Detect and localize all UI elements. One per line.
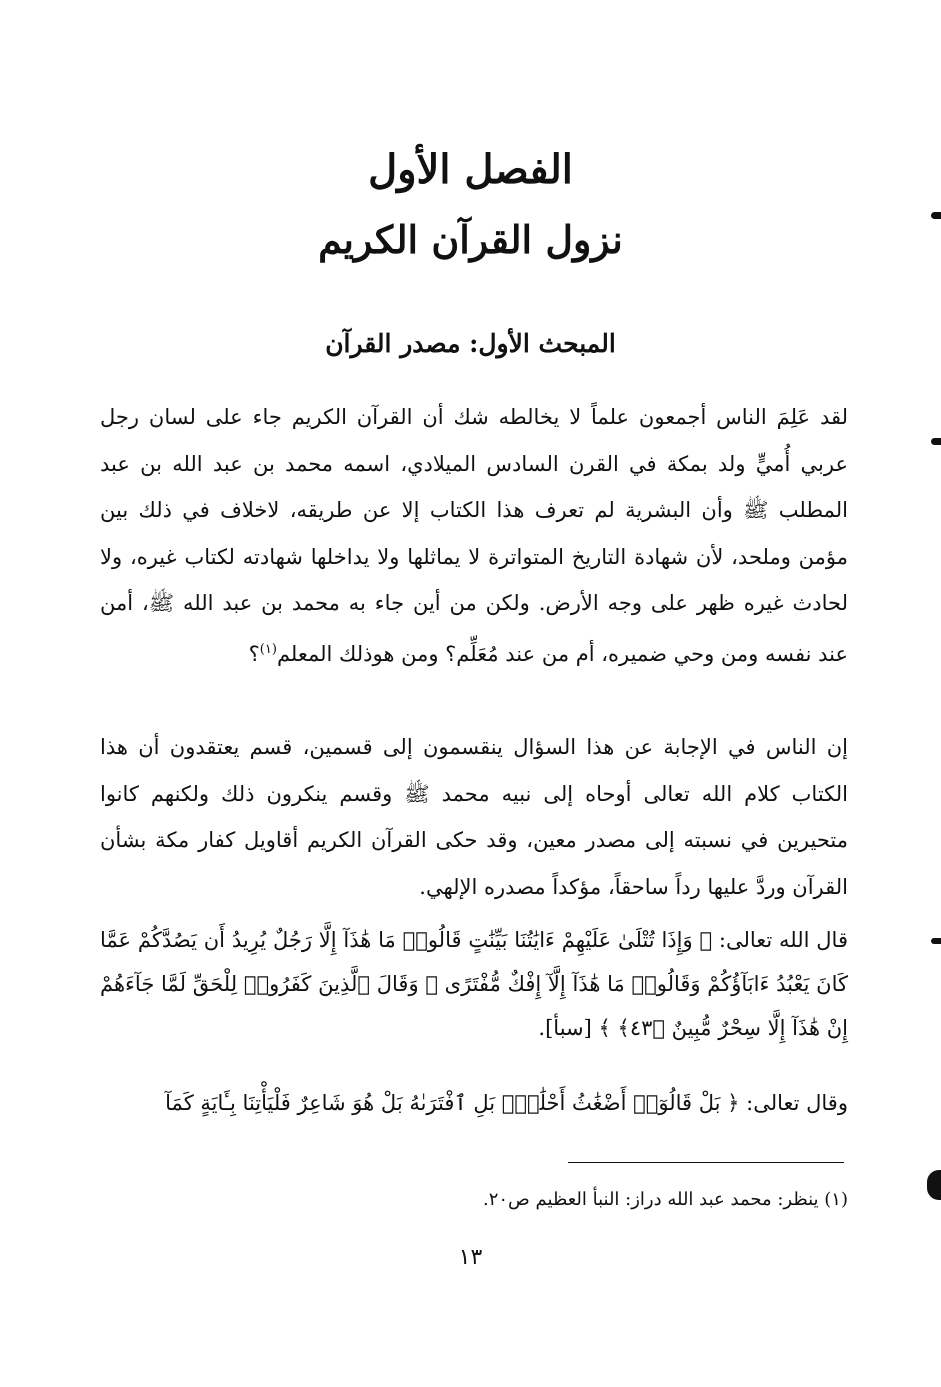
paragraph-1-text: لقد عَلِمَ الناس أجمعون علماً لا يخالطه شك أن القرآن الكريم جاء على لسان رجل عربي أُميٍّ ولد بمكة في القرن السادس الميلادي، اسمه محمد بن عبد الله بن عبد المطلب ﷺ وأن البشرية لم تعرف هذا الكتاب إلا عن طريقه، لاخلاف في ذلك بين مؤمن وملحد، لأن شهادة التاريخ المتواترة لا يماثلها ولا يداخلها شهادته لكتاب غيره، ولا لحادث غيره ظهر على وجه الأرض. ولكن من أين جاء به محمد بن عبد الله ﷺ، أمن عند نفسه ومن وحي ضميره، أم من عند مُعَلِّم؟ ومن هوذلك المعلم (100, 405, 848, 666)
footnote-divider (568, 1162, 844, 1163)
chapter-title: الفصل الأول (368, 146, 573, 193)
quote-intro: وقال تعالى: (746, 1091, 848, 1115)
quote-source: [سبأ]. (538, 1016, 592, 1040)
quote-verse: ﴿ بَلْ قَالُوٓا۟ أَضْغَٰثُ أَحْلَٰمٍۭ بَلِ ٱفْتَرَىٰهُ بَلْ هُوَ شَاعِرٌ فَلْيَأْتِنَا بِـَٔايَةٍ كَمَآ (165, 1091, 740, 1115)
scan-margin-mark (931, 438, 941, 445)
paragraph-1-end: ؟ (248, 641, 260, 666)
quran-quote-1 (100, 918, 848, 1050)
scan-margin-mark (927, 1170, 941, 1200)
footnote-reference: (١) (259, 641, 277, 657)
footnote: (١) ينظر: محمد عبد الله دراز: النبأ العظيم ص٢٠. (482, 1189, 848, 1210)
paragraph-1 (100, 394, 848, 677)
quote-verse: ﴿ وَإِذَا تُتْلَىٰ عَلَيْهِمْ ءَايَٰتُنَا بَيِّنَٰتٍ قَالُوا۟ مَا هَٰذَآ إِلَّا رَجُلٌ يُرِيدُ أَن يَصُدَّكُمْ عَمَّا كَانَ يَعْبُدُ ءَابَآؤُكُمْ وَقَالُوا۟ مَا هَٰذَآ إِلَّآ إِفْكٌ مُّفْتَرًى ۚ وَقَالَ ٱلَّذِينَ كَفَرُوا۟ لِلْحَقِّ لَمَّا جَآءَهُمْ إِنْ هَٰذَآ إِلَّا سِحْرٌ مُّبِينٌ ﴿٤٣﴾ ﴾ (100, 928, 848, 1040)
chapter-subtitle: نزول القرآن الكريم (318, 217, 623, 262)
paragraph-2: إن الناس في الإجابة عن هذا السؤال ينقسمون إلى قسمين، قسم يعتقدون أن هذا الكتاب كلام الله تعالى أوحاه إلى نبيه محمد ﷺ وقسم ينكرون ذلك ولكنهم كانوا متحيرين في نسبته إلى مصدر معين، وقد حكى القرآن الكريم أقاويل كفار مكة بشأن القرآن وردَّ عليها رداً ساحقاً، مؤكداً مصدره الإلهي. (100, 735, 848, 899)
section-heading: المبحث الأول: مصدر القرآن (325, 329, 616, 358)
scan-margin-mark (931, 938, 941, 944)
quote-intro: قال الله تعالى: (718, 928, 848, 952)
scan-margin-mark (931, 212, 941, 219)
quran-quote-2 (100, 1080, 848, 1127)
page-number: ١٣ (458, 1245, 483, 1270)
